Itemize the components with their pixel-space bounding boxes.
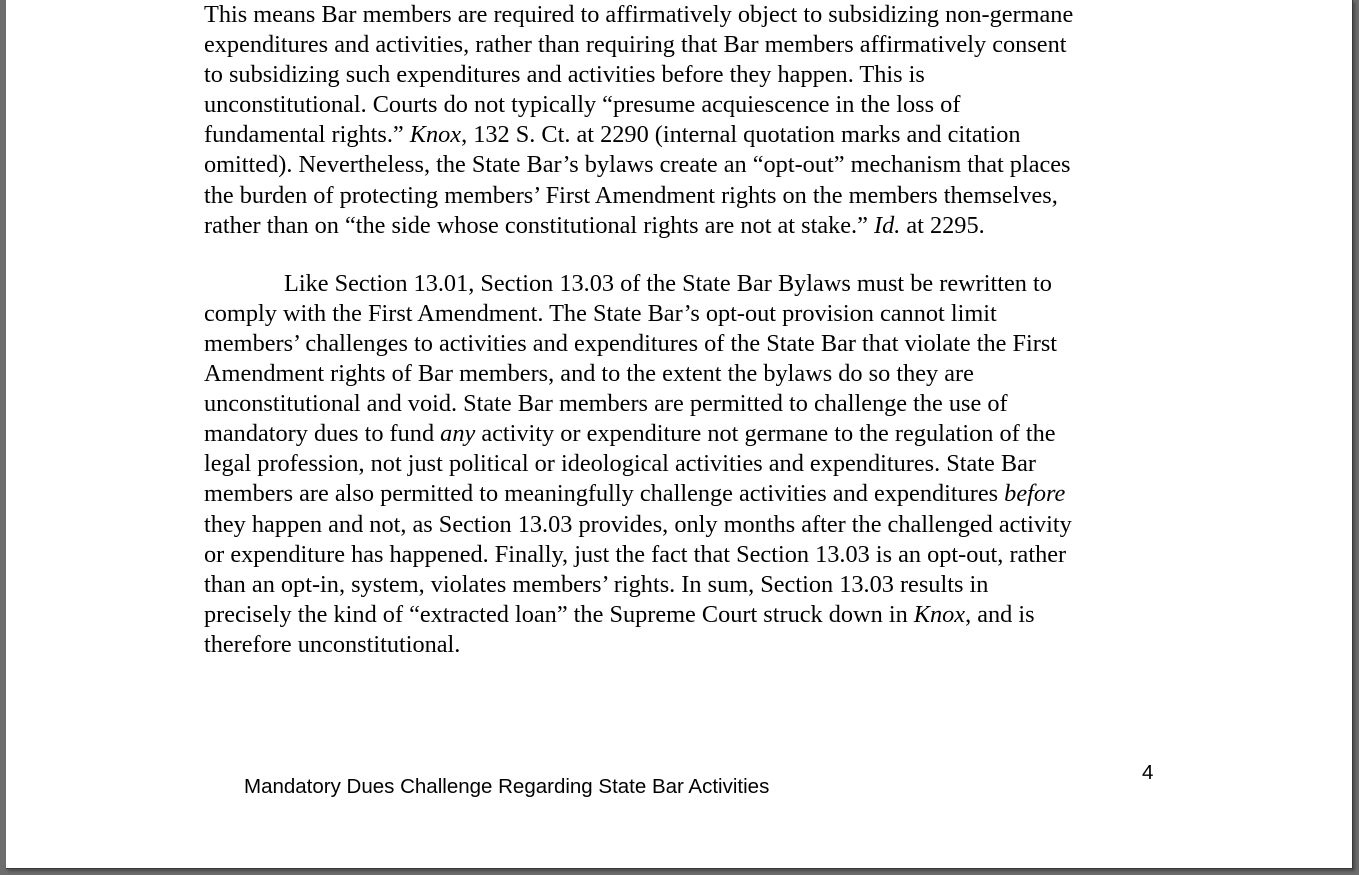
- paragraph-line: [204, 211, 1164, 241]
- paragraph-2: [204, 269, 1164, 660]
- text-run: , 132 S. Ct. at 2290 (internal quotation marks and citation: [461, 121, 1021, 149]
- paragraph-line: expenditures and activities, rather than requiring that Bar members affirmatively consent: [204, 31, 1067, 59]
- paragraph-line: [204, 419, 1164, 449]
- paragraph-line: omitted). Nevertheless, the State Bar’s bylaws create an “opt-out” mechanism that places: [204, 151, 1071, 179]
- paragraph-line: Amendment rights of Bar members, and to the extent the bylaws do so they are: [204, 360, 974, 388]
- text-run: precisely the kind of “extracted loan” the Supreme Court struck down in: [204, 600, 914, 628]
- paragraph-line: therefore unconstitutional.: [204, 630, 461, 658]
- citation-id: Id.: [874, 211, 901, 239]
- paragraph-1: [204, 0, 1164, 241]
- paragraph-line: the burden of protecting members’ First Amendment rights on the members themselves,: [204, 181, 1058, 209]
- text-run: activity or expenditure not germane to the regulation of the: [475, 420, 1056, 448]
- case-citation-knox: Knox: [913, 600, 966, 628]
- footer-title: Mandatory Dues Challenge Regarding State Bar Activities: [244, 775, 770, 798]
- emphasis-any: any: [440, 420, 476, 448]
- paragraph-line: than an opt-in, system, violates members’ rights. In sum, Section 13.03 results in: [204, 570, 989, 598]
- paragraph-line: or expenditure has happened. Finally, just the fact that Section 13.03 is an opt-out, rather: [204, 540, 1067, 568]
- text-run: , and is: [965, 600, 1035, 628]
- paragraph-line: [204, 479, 1164, 509]
- paragraph-line: This means Bar members are required to affirmatively object to subsidizing non-germane: [204, 1, 1074, 28]
- text-run: members are also permitted to meaningfully challenge activities and expenditures: [204, 480, 1005, 508]
- text-run: mandatory dues to fund: [204, 420, 441, 448]
- document-body: [204, 0, 1164, 660]
- paragraph-line: legal profession, not just political or ideological activities and expenditures. State Bar: [204, 450, 1036, 478]
- paragraph-line: they happen and not, as Section 13.03 provides, only months after the challenged activity: [204, 510, 1072, 538]
- case-citation-knox: Knox: [409, 121, 462, 149]
- text-run: rather than on “the side whose constitutional rights are not at stake.”: [204, 211, 874, 239]
- text-run: fundamental rights.”: [204, 121, 410, 149]
- paragraph-spacer: [204, 241, 1164, 269]
- paragraph-line: [204, 120, 1164, 150]
- document-page: [6, 0, 1353, 869]
- text-run: at 2295.: [900, 211, 985, 239]
- paragraph-line: members’ challenges to activities and expenditures of the State Bar that violate the First: [204, 329, 1058, 357]
- emphasis-before: before: [1004, 480, 1066, 508]
- paragraph-line: unconstitutional. Courts do not typically “presume acquiescence in the loss of: [204, 91, 961, 119]
- paragraph-line: unconstitutional and void. State Bar members are permitted to challenge the use of: [204, 390, 1008, 418]
- paragraph-line: comply with the First Amendment. The State Bar’s opt-out provision cannot limit: [204, 299, 997, 327]
- page-number: 4: [1142, 761, 1154, 784]
- paragraph-line: to subsidizing such expenditures and activities before they happen. This is: [204, 61, 925, 89]
- paragraph-line: [204, 600, 1164, 630]
- paragraph-line: Like Section 13.01, Section 13.03 of the State Bar Bylaws must be rewritten to: [284, 269, 1052, 297]
